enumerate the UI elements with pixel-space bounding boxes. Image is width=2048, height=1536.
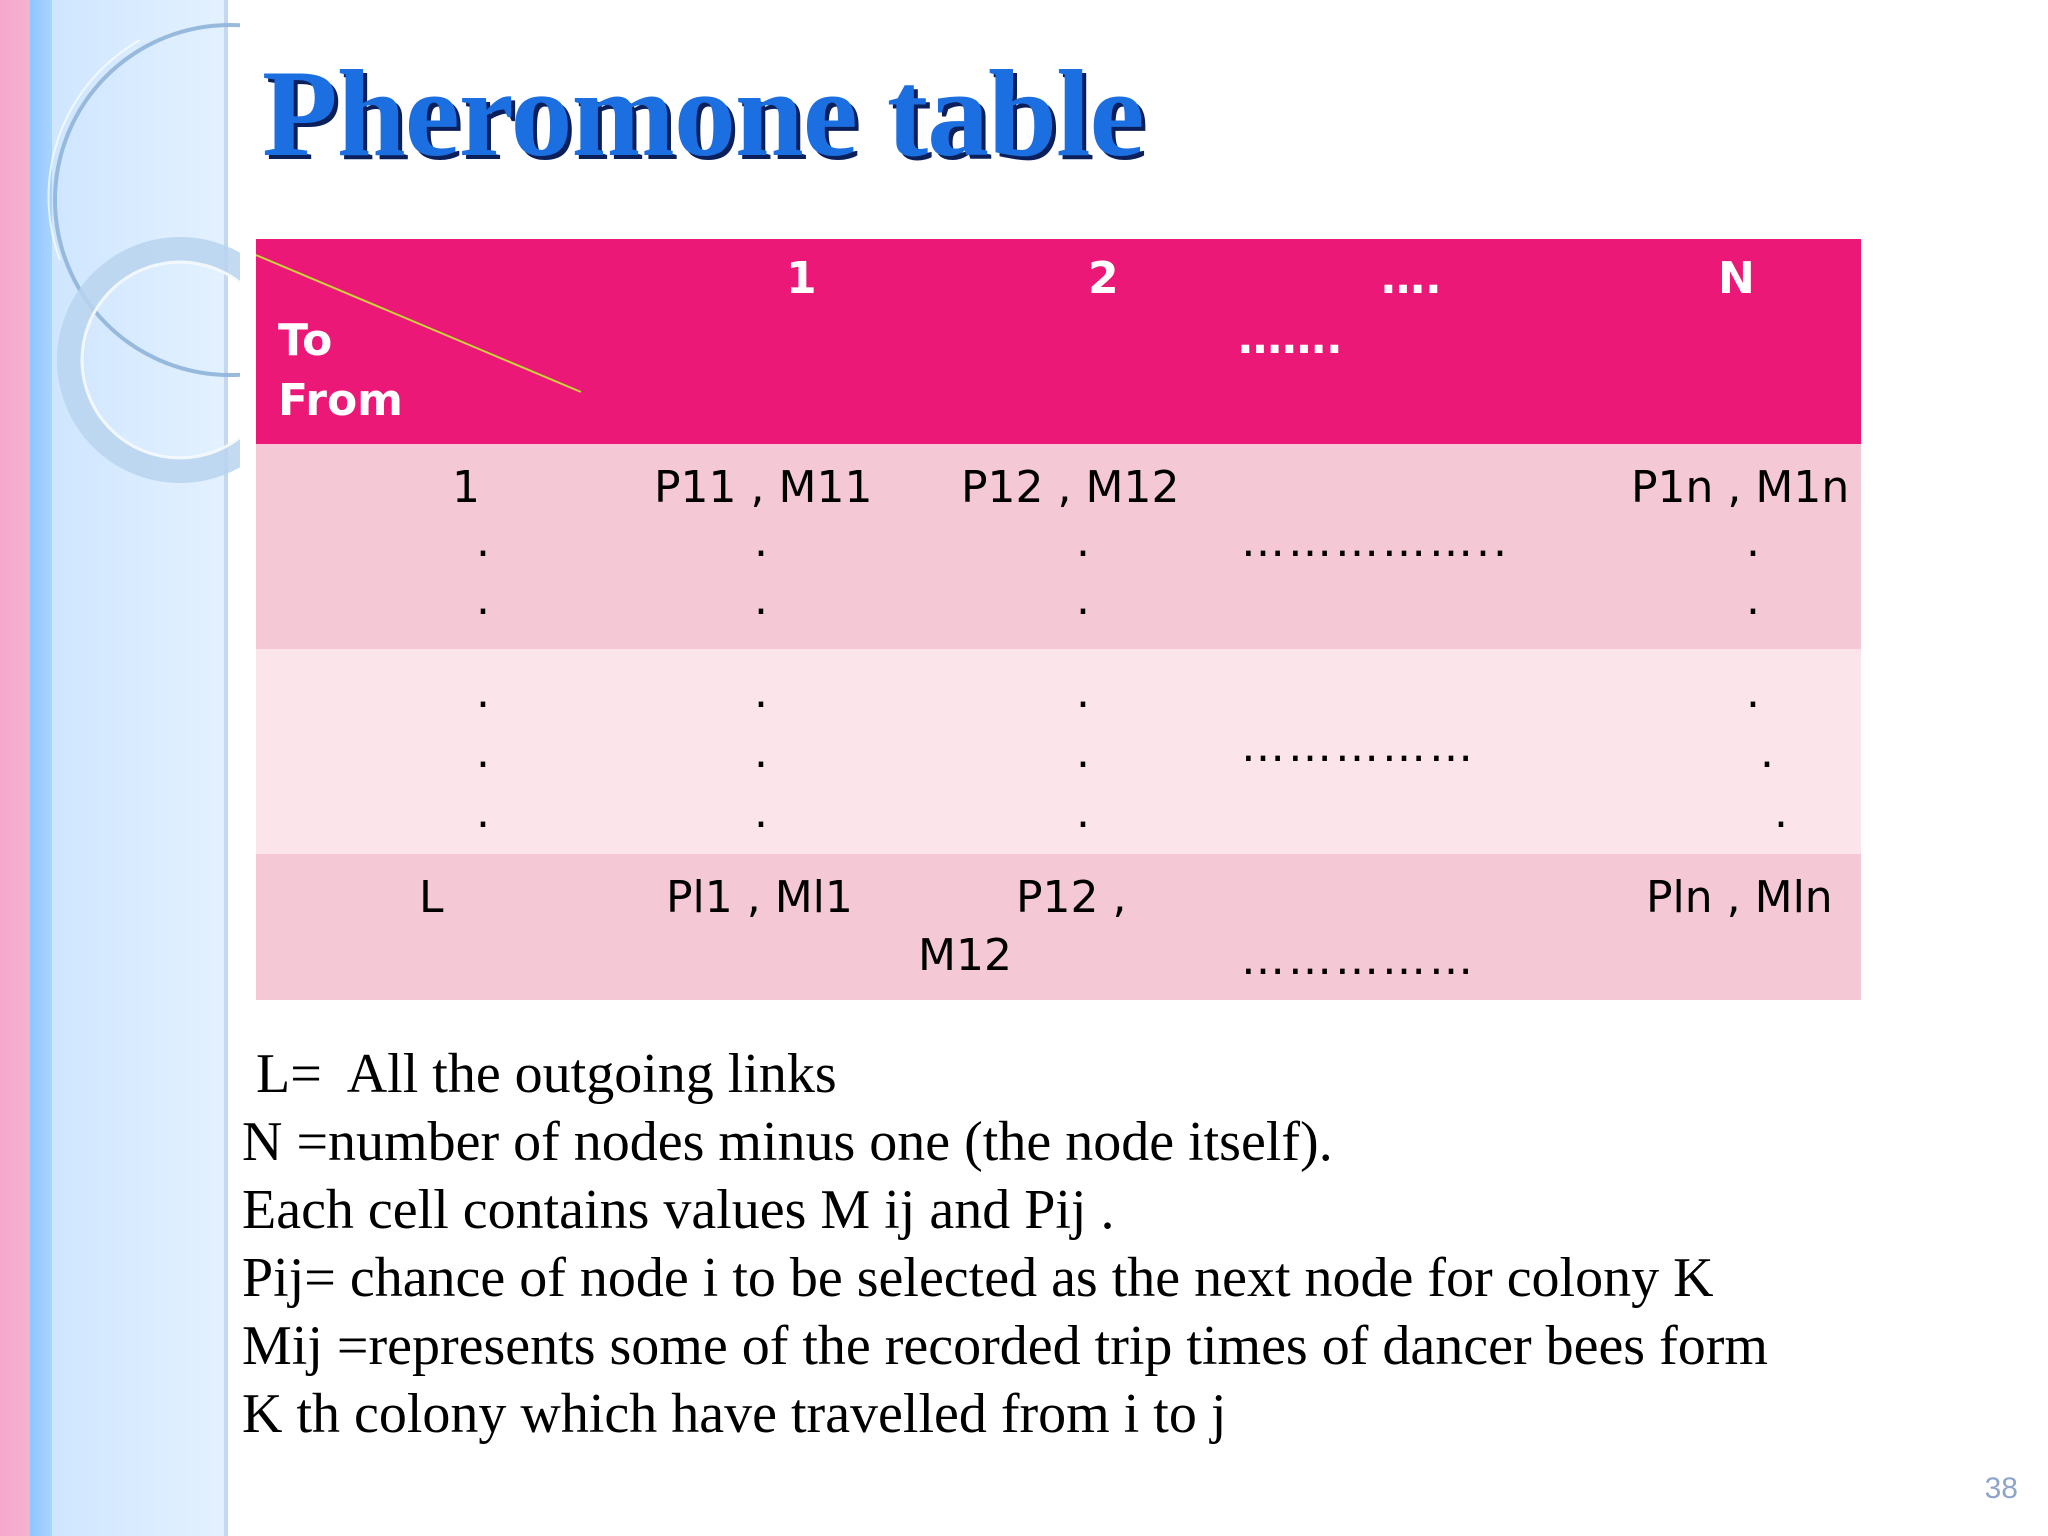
header-col-n: N [1718,253,1755,304]
row3-cell-1: Pl1 , Ml1 [666,872,853,923]
header-col-2: 2 [1088,253,1119,304]
row3-cell-n: Pln , Mln [1646,872,1833,923]
row2-dot: . [1076,667,1090,718]
row1-dot: . [754,516,768,567]
row1-cell-n: P1n , M1n [1631,462,1850,513]
table-row-3 [256,854,1861,1000]
row1-dot: . [1746,574,1760,625]
header-to-label: To [278,315,333,366]
note-line: Each cell contains values M ij and Pij . [242,1179,1115,1241]
header-col-ellipsis: …. [1381,253,1442,304]
row2-dot: . [476,787,490,838]
header-sub-dots: ……. [1238,313,1343,364]
pheromone-table [256,239,1861,1000]
row2-dot: . [476,667,490,718]
header-col-1: 1 [786,253,817,304]
row1-dots: …………….. [1241,516,1510,567]
row2-dot: . [1774,787,1788,838]
row3-cell-2-line1: P12 , [1016,872,1127,923]
row3-cell-2-line2: M12 [918,930,1012,981]
row1-dot: . [1076,574,1090,625]
table-row-2 [256,649,1861,854]
row3-label: L [419,872,444,923]
note-line: L= All the outgoing links [242,1043,837,1105]
row1-dot: . [476,516,490,567]
header-from-label: From [278,375,404,426]
row2-dot: . [1076,727,1090,778]
row1-cell-2: P12 , M12 [961,462,1180,513]
notes-block [242,1040,1862,1448]
row2-dot: . [1746,667,1760,718]
row2-dot: . [476,727,490,778]
table-row-1 [256,444,1861,649]
row1-dot: . [1076,516,1090,567]
row1-dot: . [476,574,490,625]
note-line: Pij= chance of node i to be selected as the next node for colony K [242,1247,1714,1309]
page-number: 38 [1984,1472,2018,1505]
row2-dot: . [754,667,768,718]
note-line: K th colony which have travelled from i to j [242,1383,1227,1445]
decorative-rings-icon [0,0,240,520]
row1-label: 1 [452,462,480,513]
row1-cell-1: P11 , M11 [654,462,873,513]
row2-dot: . [1760,727,1774,778]
row1-dot: . [754,574,768,625]
row3-dots: …………… [1241,934,1476,985]
row2-dot: . [1076,787,1090,838]
table-header-row [256,239,1861,444]
note-line: N =number of nodes minus one (the node itself). [242,1111,1333,1173]
note-line: Mij =represents some of the recorded trip times of dancer bees form [242,1315,1768,1377]
slide-title: Pheromone table [262,45,1144,182]
row2-dot: . [754,787,768,838]
row2-dots: …………… [1241,721,1476,772]
row1-dot: . [1746,516,1760,567]
row2-dot: . [754,727,768,778]
